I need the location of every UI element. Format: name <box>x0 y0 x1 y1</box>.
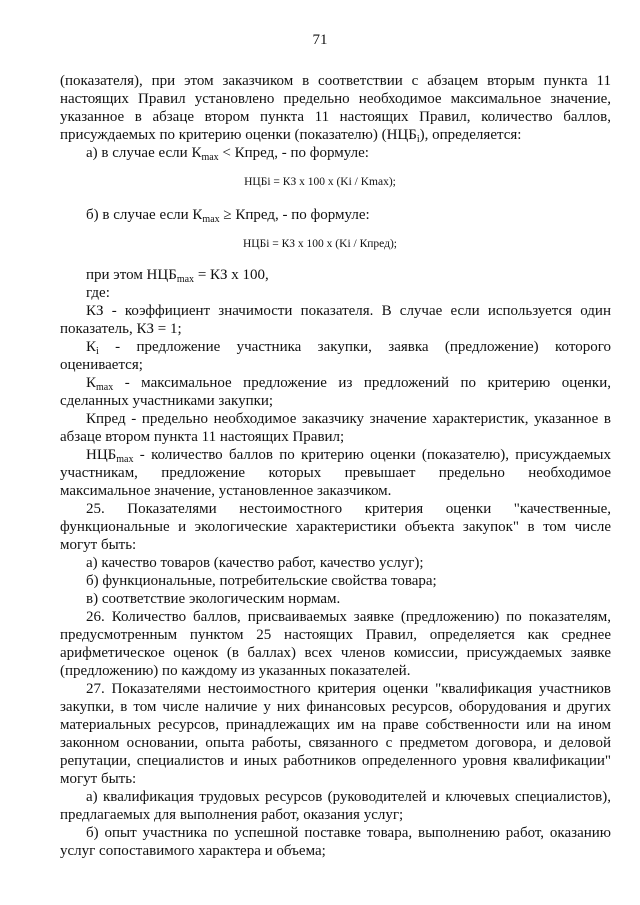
text-line: при этом $НЦБ_{max}$ = КЗ x 100, <box>86 267 269 285</box>
text-line: материальных ресурсов, принадлежащих им на праве собственности или на ином <box>60 717 611 733</box>
text-line: б) в случае если $К_{max}$ ≥ Кпред, - по формуле: <box>86 207 370 225</box>
text-line: предусмотренным пунктом 25 настоящих Правил, определяется как среднее <box>60 627 611 643</box>
text-line: в) соответствие экологическим нормам. <box>86 591 341 607</box>
text-line: $НЦБ_{max}$ - количество баллов по критерию оценки (показателю), присуждаемых <box>86 447 611 465</box>
text-line: арифметическое оценок (в баллах) всех членов комиссии, присуждаемых заявке <box>60 645 611 661</box>
text-line: присуждаемых по критерию оценки (показателю) $(НЦБ_i)$, определяется: <box>60 127 522 145</box>
text-line: могут быть: <box>60 771 137 787</box>
formula-1: НЦБi = КЗ x 100 x (Ki / Kmax); <box>244 176 396 188</box>
text-line: закупки, в том числе наличие у них финансовых ресурсов, оборудования и других <box>60 699 611 715</box>
text-line: б) опыт участника по успешной поставке товара, выполнению работ, оказанию <box>86 825 611 841</box>
text-line: где: <box>86 285 110 301</box>
text-line: 27. Показателями нестоимостного критерия оценки "квалификация участников <box>86 681 611 697</box>
text-line: услуг сопоставимого характера и объема; <box>60 843 326 859</box>
text-line: показатель, КЗ = 1; <box>60 321 182 337</box>
text-line: максимальное значение, установленное заказчиком. <box>60 483 392 499</box>
text-line: (показателя), при этом заказчиком в соответствии с абзацем вторым пункта 11 <box>60 73 611 89</box>
text-line: КЗ - коэффициент значимости показателя. В случае если используется один <box>86 303 611 319</box>
text-line: могут быть: <box>60 537 137 553</box>
formula-2: НЦБi = КЗ x 100 x (Ki / Кпред); <box>242 238 397 250</box>
text-line: (предложению) по каждому из указанных показателей. <box>60 663 411 679</box>
text-line: законном основании, опыта работы, связанного с предметом договора, и деловой <box>60 735 611 751</box>
text-line: Кпред - предельно необходимое заказчику значение характеристик, указанное в <box>86 411 611 427</box>
text-line: участникам, предложение которых превышает предельно необходимое <box>60 465 611 481</box>
text-line: 25. Показателями нестоимостного критерия оценки "качественные, <box>86 501 611 517</box>
text-line: 26. Количество баллов, присваиваемых заявке (предложению) по показателям, <box>86 609 611 625</box>
text-line: предлагаемых для выполнения работ, оказания услуг; <box>60 807 404 823</box>
text-line: а) качество товаров (качество работ, качество услуг); <box>86 555 424 571</box>
text-line: абзаце втором пункта 11 настоящих Правил; <box>60 429 345 445</box>
page-number: 71 <box>312 32 328 48</box>
text-line: а) в случае если $К_{max}$ < Кпред, - по формуле: <box>86 145 369 163</box>
text-line: б) функциональные, потребительские свойства товара; <box>86 573 437 589</box>
text-line: оценивается; <box>60 357 143 373</box>
text-line: $К_{max}$ - максимальное предложение из предложений по критерию оценки, <box>86 375 611 393</box>
text-line: настоящих Правил установлено предельно необходимое максимальное значение, <box>60 91 611 107</box>
text-line: репутации, специалистов и иных работников определенного уровня квалификации" <box>60 753 611 769</box>
text-line: а) квалификация трудовых ресурсов (руководителей и ключевых специалистов), <box>86 789 611 805</box>
text-line: функциональные и экологические характеристики объекта закупок" в том числе <box>60 519 611 535</box>
text-line: $К_i$ - предложение участника закупки, заявка (предложение) которого <box>86 339 611 357</box>
text-line: указанное в абзаце втором пункта 11 настоящих Правил, количество баллов, <box>60 109 611 125</box>
text-line: сделанных участниками закупки; <box>60 393 274 409</box>
